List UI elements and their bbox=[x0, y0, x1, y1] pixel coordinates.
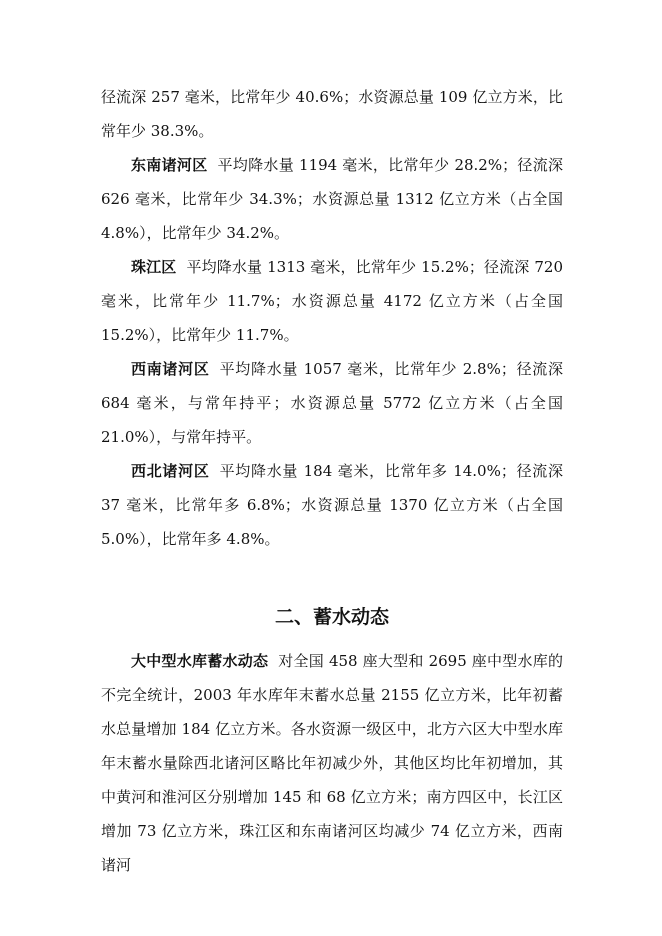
paragraph-continued bbox=[101, 80, 563, 148]
paragraph-text: 平均降水量 1313 毫米，比常年少 15.2%；径流深 720 毫米，比常年少 11.7%；水资源总量 4172 亿立方米（占全国 15.2%），比常年少 11.7%。 bbox=[101, 258, 563, 344]
paragraph-heading: 东南诸河区 bbox=[131, 156, 208, 174]
paragraph-text: 平均降水量 1057 毫米，比常年少 2.8%；径流深 684 毫米，与常年持平；水资源总量 5772 亿立方米（占全国 21.0%），与常年持平。 bbox=[101, 360, 563, 446]
paragraph-text: 平均降水量 184 毫米，比常年多 14.0%；径流深 37 毫米，比常年多 6.8%；水资源总量 1370 亿立方米（占全国 5.0%），比常年多 4.8%。 bbox=[101, 462, 563, 548]
paragraph-southwest-rivers bbox=[101, 352, 563, 454]
paragraph-text: 平均降水量 1194 毫米，比常年少 28.2%；径流深 626 毫米，比常年少 34.3%；水资源总量 1312 亿立方米（占全国 4.8%），比常年少 34.2%。 bbox=[101, 156, 563, 242]
paragraph-reservoir-storage bbox=[101, 644, 563, 882]
paragraph-pearl-river bbox=[101, 250, 563, 352]
document-body bbox=[101, 80, 563, 882]
paragraph-northwest-rivers bbox=[101, 454, 563, 556]
paragraph-text: 对全国 458 座大型和 2695 座中型水库的不完全统计，2003 年水库年末蓄水总量 2155 亿立方米，比年初蓄水总量增加 184 亿立方米。各水资源一级区中，北方六区大中型水库年末蓄水量除西北诸河区略比年初减少外，其他区均比年初增加，其中黄河和淮河区分别增加 145 和 68 亿立方米；南方四区中，长江区增加 73 亿立方米，珠江区和东南诸河区均减少 74 亿立方米，西南诸河 bbox=[101, 652, 563, 874]
paragraph-heading: 珠江区 bbox=[131, 258, 177, 276]
paragraph-southeast-rivers bbox=[101, 148, 563, 250]
section-title: 二、蓄水动态 bbox=[274, 606, 389, 628]
paragraph-heading: 西南诸河区 bbox=[131, 360, 210, 378]
paragraph-heading: 西北诸河区 bbox=[131, 462, 210, 480]
paragraph-heading: 大中型水库蓄水动态 bbox=[131, 652, 269, 670]
paragraph-text: 径流深 257 毫米，比常年少 40.6%；水资源总量 109 亿立方米，比常年少 38.3%。 bbox=[101, 88, 563, 140]
